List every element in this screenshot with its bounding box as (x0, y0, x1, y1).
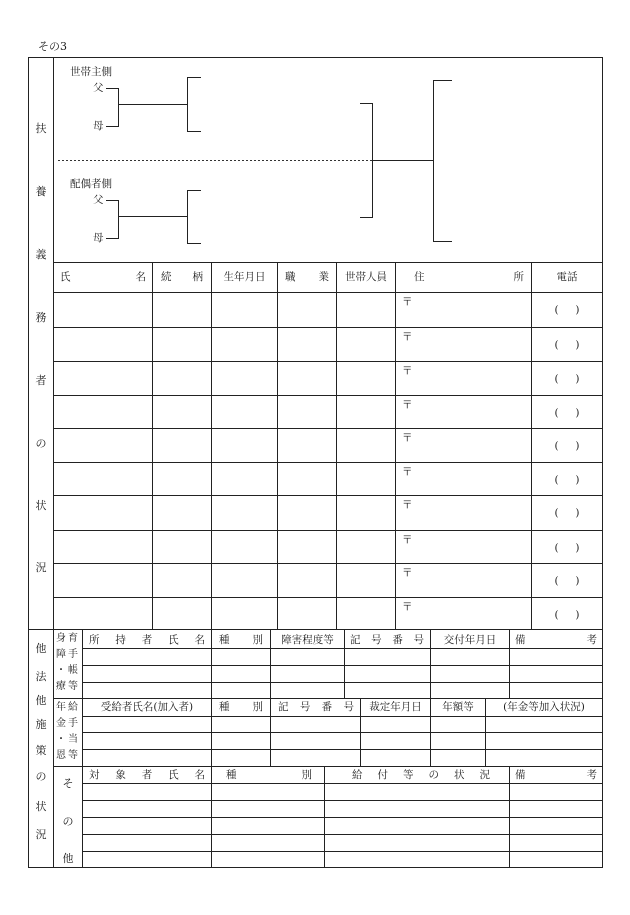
side-label-fuyou-char: の (35, 437, 47, 450)
pension-group-label-char: ・ (56, 734, 66, 745)
other-header-remarks: 備 考 (515, 769, 597, 781)
phone-parentheses: ( ) (554, 407, 580, 419)
phone-parentheses: ( ) (554, 304, 580, 316)
pension-group-label-char: 恩 (56, 750, 66, 761)
side-label-taho-char: 法 (35, 670, 47, 683)
handbook-group-label-char: 等 (68, 681, 78, 692)
side-label-taho-char: 施 (35, 718, 47, 731)
spouse-mother-label: 母 (93, 232, 104, 244)
phone-parentheses: ( ) (554, 474, 580, 486)
header-name: 氏 名 (60, 271, 146, 283)
other-header-type: 種 別 (226, 769, 312, 781)
header-household: 世帯人員 (345, 271, 387, 283)
postal-mark: 〒 (402, 601, 413, 613)
handbook-group-label-char: ・ (56, 665, 66, 676)
handbook-group-label-char: 障 (56, 649, 66, 660)
side-label-taho-char: 策 (35, 744, 47, 757)
phone-parentheses: ( ) (554, 575, 580, 587)
page-label: その3 (38, 40, 67, 53)
header-relation: 続 柄 (161, 271, 203, 283)
phone-parentheses: ( ) (554, 542, 580, 554)
side-label-fuyou-char: 扶 (35, 122, 47, 135)
side-label-sonota-char: 他 (62, 852, 74, 865)
side-label-taho-char: 他 (35, 694, 47, 707)
header-address: 住 所 (414, 271, 524, 283)
pension-group-label-char: 金 (56, 718, 66, 729)
head-side-label: 世帯主側 (70, 66, 112, 78)
postal-mark: 〒 (402, 365, 413, 377)
side-label-fuyou-char: 務 (35, 311, 47, 324)
phone-parentheses: ( ) (554, 440, 580, 452)
spouse-side-label: 配偶者側 (70, 178, 112, 190)
postal-mark: 〒 (402, 466, 413, 478)
phone-parentheses: ( ) (554, 609, 580, 621)
postal-mark: 〒 (402, 331, 413, 343)
spouse-father-label: 父 (93, 194, 104, 206)
header-occupation: 職 業 (285, 271, 329, 283)
phone-parentheses: ( ) (554, 339, 580, 351)
head-father-label: 父 (93, 82, 104, 94)
side-label-fuyou-char: 況 (35, 561, 47, 574)
side-label-fuyou-char: 状 (35, 499, 47, 512)
phone-parentheses: ( ) (554, 507, 580, 519)
handbook-header-degree: 障害程度等 (281, 634, 334, 646)
phone-parentheses: ( ) (554, 373, 580, 385)
other-header-benefit: 給 付 等 の 状 況 (352, 769, 490, 781)
pension-group-label-char: 年 (56, 702, 66, 713)
head-mother-label: 母 (93, 120, 104, 132)
handbook-header-number: 記 号 番 号 (350, 634, 424, 646)
handbook-group-label-char: 療 (56, 681, 66, 692)
handbook-group-label-char: 育 (68, 633, 78, 644)
pension-header-status: (年金等加入状況) (503, 701, 585, 713)
header-birthdate: 生年月日 (223, 271, 266, 283)
handbook-group-label-char: 身 (56, 633, 66, 644)
postal-mark: 〒 (402, 399, 413, 411)
pension-header-type: 種 別 (219, 701, 263, 713)
pension-group-label-char: 等 (68, 750, 78, 761)
header-phone: 電話 (556, 271, 578, 283)
postal-mark: 〒 (402, 534, 413, 546)
side-label-fuyou-char: 者 (35, 374, 47, 387)
postal-mark: 〒 (402, 432, 413, 444)
pension-header-decision-date: 裁定年月日 (369, 701, 422, 713)
handbook-header-type: 種 別 (219, 634, 263, 646)
handbook-header-holder: 所 持 者 氏 名 (89, 634, 205, 646)
side-label-sonota-char: の (62, 815, 74, 828)
postal-mark: 〒 (402, 296, 413, 308)
side-label-sonota-char: そ (62, 777, 74, 790)
postal-mark: 〒 (402, 567, 413, 579)
side-label-taho-char: 他 (35, 642, 47, 655)
pension-header-number: 記 号 番 号 (278, 701, 354, 713)
pension-group-label-char: 手 (68, 718, 78, 729)
side-label-fuyou-char: 養 (35, 185, 47, 198)
handbook-group-label-char: 帳 (68, 665, 78, 676)
postal-mark: 〒 (402, 499, 413, 511)
side-label-fuyou-char: 義 (35, 248, 47, 261)
side-label-taho-char: 状 (35, 800, 47, 813)
handbook-group-label-char: 手 (68, 649, 78, 660)
handbook-header-issue-date: 交付年月日 (443, 634, 497, 646)
pension-group-label-char: 当 (68, 734, 78, 745)
pension-header-amount: 年額等 (442, 701, 474, 713)
side-label-taho-char: 況 (35, 828, 47, 841)
pension-header-recipient: 受給者氏名(加入者) (100, 701, 194, 713)
other-header-target: 対 象 者 氏 名 (89, 769, 205, 781)
handbook-header-remarks: 備 考 (515, 634, 597, 646)
pension-group-label-char: 給 (68, 702, 78, 713)
side-label-taho-char: の (35, 770, 47, 783)
